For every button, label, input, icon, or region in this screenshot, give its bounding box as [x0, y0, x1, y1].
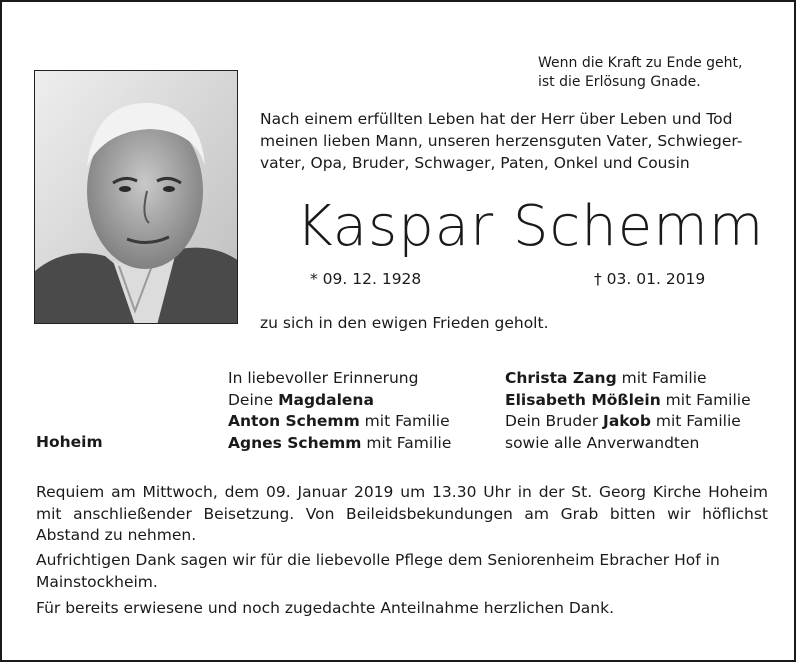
intro-line: meinen lieben Mann, unseren herzensguten Vater, Schwieger-: [260, 132, 743, 150]
intro-line: Nach einem erfüllten Leben hat der Herr über Leben und Tod: [260, 110, 733, 128]
mourners-left: [228, 368, 451, 454]
place-name: Hoheim: [36, 433, 103, 451]
mourner-line: [505, 368, 751, 390]
mourner-name: Magdalena: [278, 390, 374, 409]
rest-text: zu sich in den ewigen Frieden geholt.: [260, 314, 549, 332]
mourner-text: In liebevoller Erinnerung: [228, 369, 419, 387]
mourner-prefix: Deine: [228, 390, 279, 409]
portrait-illustration: [35, 71, 238, 324]
mourner-line: [505, 433, 751, 455]
thanks-care-paragraph: Aufrichtigen Dank sagen wir für die liebevolle Pflege dem Seniorenheim Ebracher Hof in Mainstockheim.: [36, 551, 720, 591]
mourner-name: Elisabeth Mößlein: [505, 390, 661, 409]
mourner-name: Anton Schemm: [228, 412, 360, 430]
mourner-text: mit Familie: [359, 412, 450, 430]
motto-quote: [538, 54, 742, 92]
mourner-line: [228, 368, 451, 390]
mourner-text: sowie alle Anverwandten: [505, 433, 700, 452]
requiem-paragraph: Requiem am Mittwoch, dem 09. Januar 2019 um 13.30 Uhr in der St. Georg Kirche Hoheim mit anschließender Beisetzung. Von Beileidsbekundungen am Grab bitten wir höflichst Abstand zu nehmen.: [36, 483, 768, 544]
mourner-text: mit Familie: [650, 412, 741, 430]
mourner-name: Christa Zang: [505, 369, 617, 387]
mourner-line: [228, 433, 451, 455]
birth-date: * 09. 12. 1928: [310, 270, 422, 288]
mourner-text: mit Familie: [361, 433, 452, 452]
mourner-line: [505, 390, 751, 412]
deceased-name: Kaspar Schemm: [296, 194, 765, 259]
motto-line: ist die Erlösung Gnade.: [538, 74, 701, 90]
thanks-sympathy-paragraph: Für bereits erwiesene und noch zugedachte Anteilnahme herzlichen Dank.: [36, 599, 615, 617]
intro-text: [260, 108, 780, 174]
mourner-name: Jakob: [603, 412, 651, 430]
motto-line: Wenn die Kraft zu Ende geht,: [538, 55, 743, 71]
mourner-text: mit Familie: [660, 390, 751, 409]
mourner-name: Agnes Schemm: [228, 433, 362, 452]
portrait-photo: [34, 70, 238, 324]
mourner-line: [228, 390, 451, 412]
mourner-line: [228, 411, 451, 433]
mourners-right: [505, 368, 751, 454]
mourner-prefix: Dein Bruder: [505, 412, 604, 430]
mourner-text: mit Familie: [616, 369, 707, 387]
intro-line: vater, Opa, Bruder, Schwager, Paten, Onkel und Cousin: [260, 154, 690, 172]
death-date: † 03. 01. 2019: [594, 270, 706, 288]
mourner-line: [505, 411, 751, 433]
